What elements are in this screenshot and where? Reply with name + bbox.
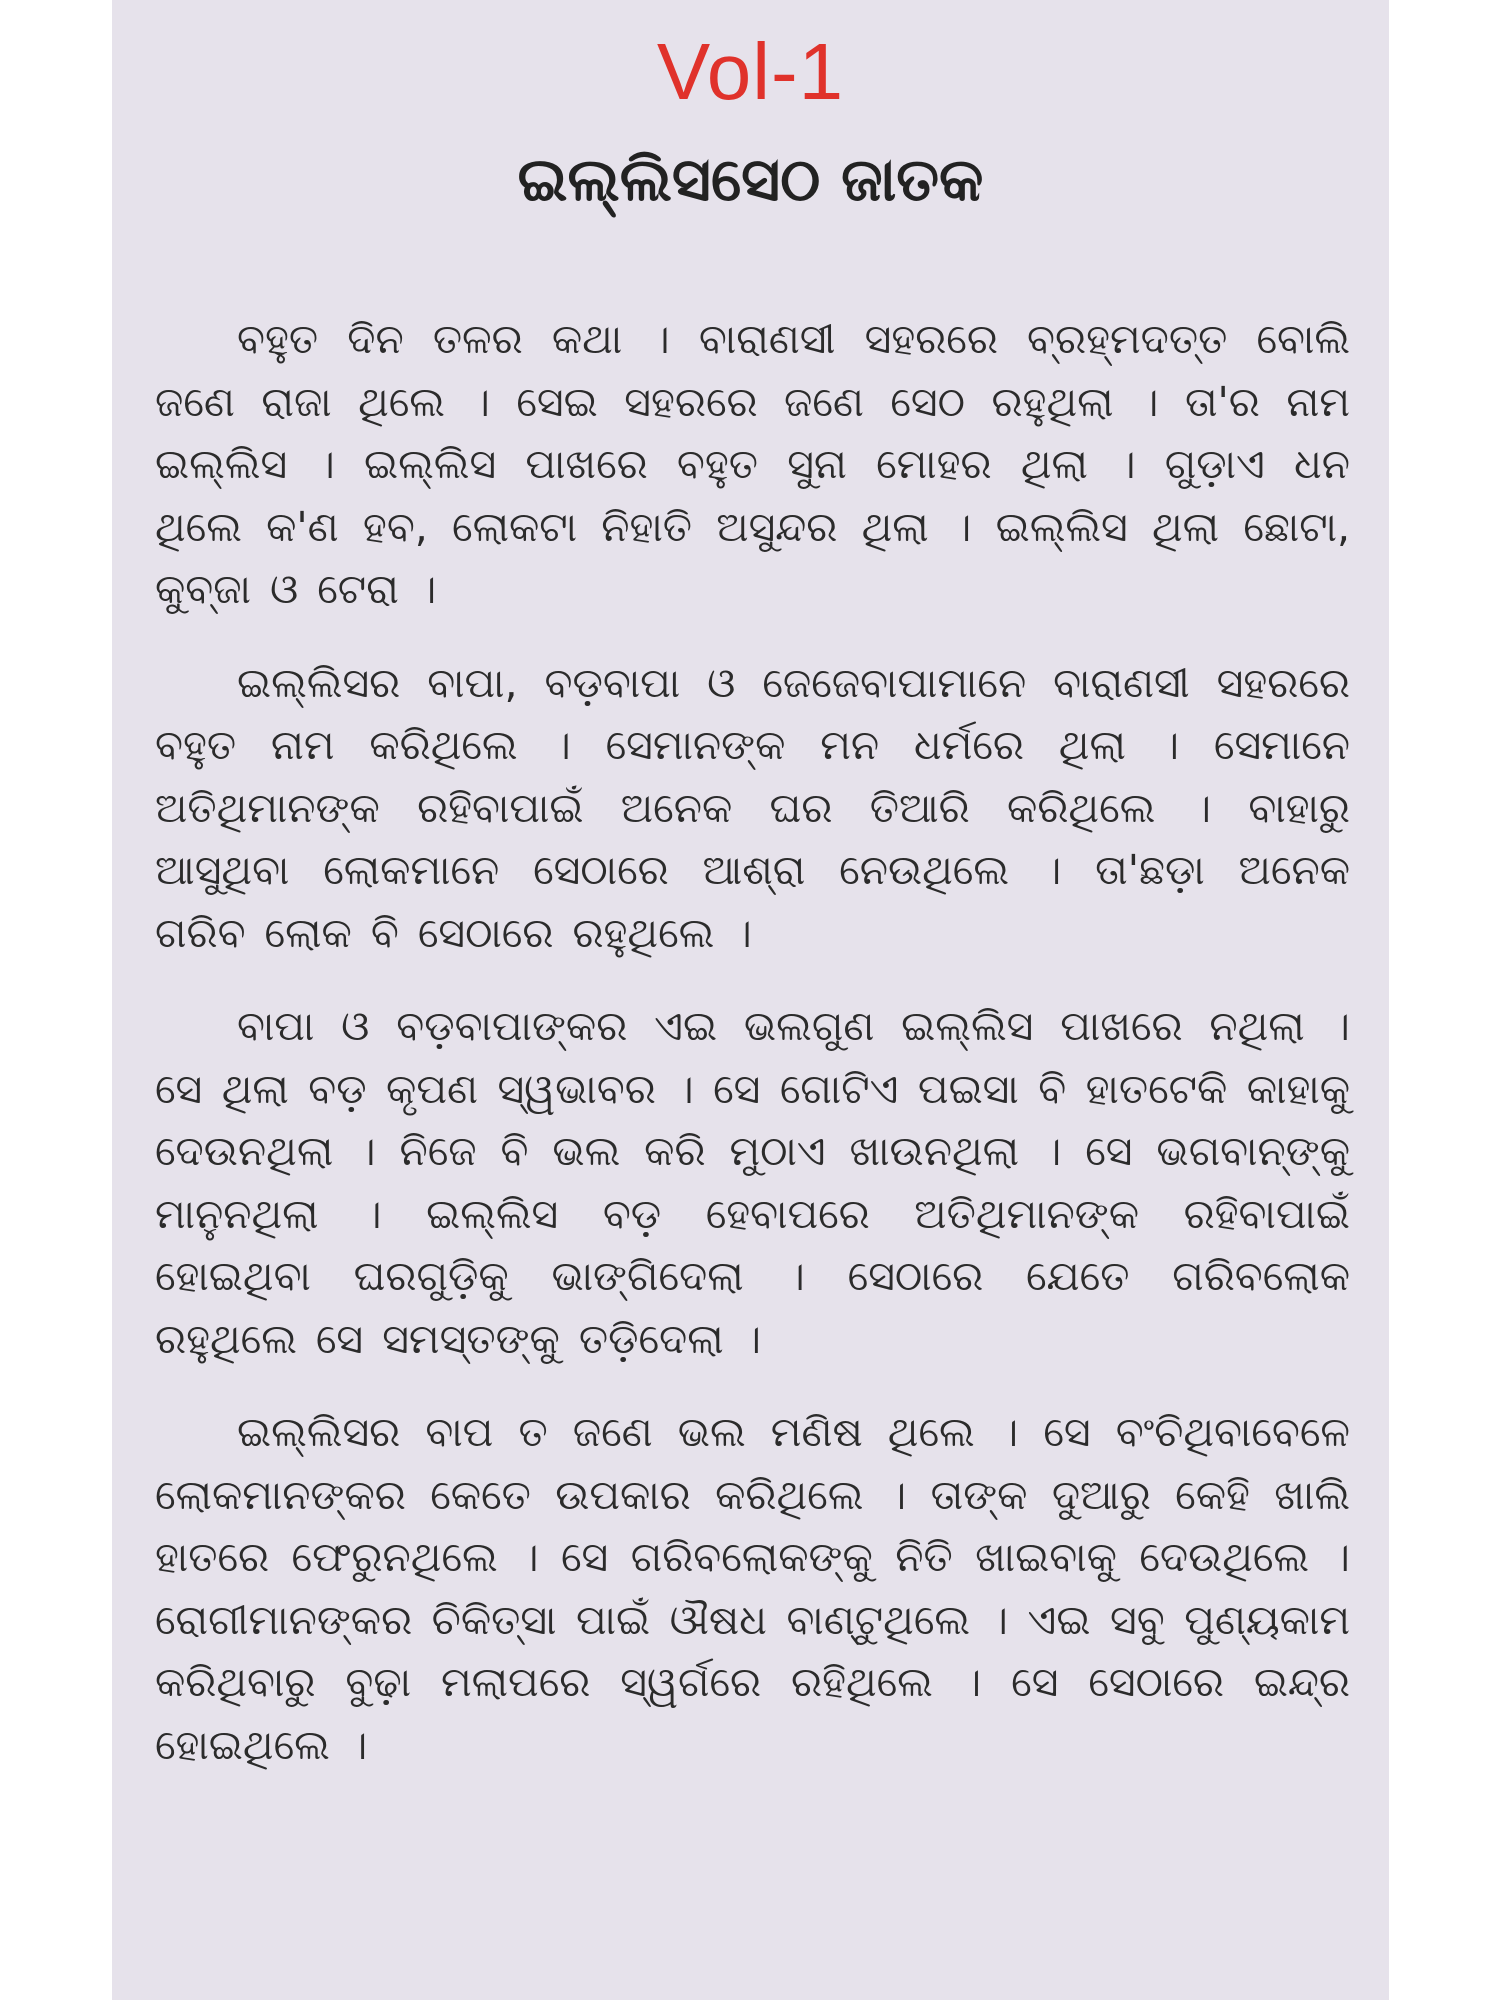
story-title: ଇଲ୍ଲିସସେଠ ଜାତକ	[517, 145, 984, 215]
volume-label: Vol-1	[656, 27, 845, 116]
story-body	[155, 308, 1350, 1776]
paragraph-4: ଇଲ୍ଲିସର ବାପ ତ ଜଣେ ଭଲ ମଣିଷ ଥିଲେ । ସେ ବଂଚିଥିବାବେଳେ ଲୋକମାନଙ୍କର କେତେ ଉପକାର କରିଥିଲେ । ତାଙ୍କ ଦୁଆରୁ କେହି ଖାଲି ହାତରେ ଫେରୁନଥିଲେ । ସେ ଗରିବଲୋକଙ୍କୁ ନିତି ଖାଇବାକୁ ଦେଉଥିଲେ । ରୋଗୀମାନଙ୍କର ଚିକିତ୍ସା ପାଇଁ ଔଷଧ ବାଣ୍ଟୁଥିଲେ । ଏଇ ସବୁ ପୁଣ୍ୟକାମ କରିଥିବାରୁ ବୁଢ଼ା ମଲାପରେ ସ୍ୱର୍ଗରେ ରହିଥିଲେ । ସେ ସେଠାରେ ଇନ୍ଦ୍ର ହୋଇଥିଲେ ।	[155, 1408, 1350, 1769]
paragraph-2: ଇଲ୍ଲିସର ବାପା, ବଡ଼ବାପା ଓ ଜେଜେବାପାମାନେ ବାରାଣସୀ ସହରରେ ବହୁତ ନାମ କରିଥିଲେ । ସେମାନଙ୍କ ମନ ଧର୍ମରେ ଥିଲା । ସେମାନେ ଅତିଥିମାନଙ୍କ ରହିବାପାଇଁ ଅନେକ ଘର ତିଆରି କରିଥିଲେ । ବାହାରୁ ଆସୁଥିବା ଲୋକମାନେ ସେଠାରେ ଆଶ୍ରା ନେଉଥିଲେ । ତା'ଛଡ଼ା ଅନେକ ଗରିବ ଲୋକ ବି ସେଠାରେ ରହୁଥିଲେ ।	[155, 658, 1350, 957]
book-page	[112, 0, 1389, 2000]
paragraph-1: ବହୁତ ଦିନ ତଳର କଥା । ବାରାଣସୀ ସହରରେ ବ୍ରହ୍ମଦତ୍ତ ବୋଲି ଜଣେ ରାଜା ଥିଲେ । ସେଇ ସହରରେ ଜଣେ ସେଠ ରହୁଥିଲା । ତା'ର ନାମ ଇଲ୍ଲିସ । ଇଲ୍ଲିସ ପାଖରେ ବହୁତ ସୁନା ମୋହର ଥିଲା । ଗୁଡ଼ାଏ ଧନ ଥିଲେ କ'ଣ ହବ, ଲୋକଟା ନିହାତି ଅସୁନ୍ଦର ଥିଲା । ଇଲ୍ଲିସ ଥିଲା ଛୋଟା, କୁବ୍‌ଜା ଓ ଟେରା ।	[155, 315, 1350, 613]
paragraph-3: ବାପା ଓ ବଡ଼ବାପାଙ୍କର ଏଇ ଭଲଗୁଣ ଇଲ୍ଲିସ ପାଖରେ ନଥିଲା । ସେ ଥିଲା ବଡ଼ କୃପଣ ସ୍ୱଭାବର । ସେ ଗୋଟିଏ ପଇସା ବି ହାତଟେକି କାହାକୁ ଦେଉନଥିଲା । ନିଜେ ବି ଭଲ କରି ମୁଠାଏ ଖାଉନଥିଲା । ସେ ଭଗବାନ୍‌ଙ୍କୁ ମାନୁନଥିଲା । ଇଲ୍ଲିସ ବଡ଼ ହେବାପରେ ଅତିଥିମାନଙ୍କ ରହିବାପାଇଁ ହୋଇଥିବା ଘରଗୁଡ଼ିକୁ ଭାଙ୍ଗିଦେଲା । ସେଠାରେ ଯେତେ ଗରିବଲୋକ ରହୁଥିଲେ ସେ ସମସ୍ତଙ୍କୁ ତଡ଼ିଦେଲା ।	[155, 1002, 1350, 1363]
